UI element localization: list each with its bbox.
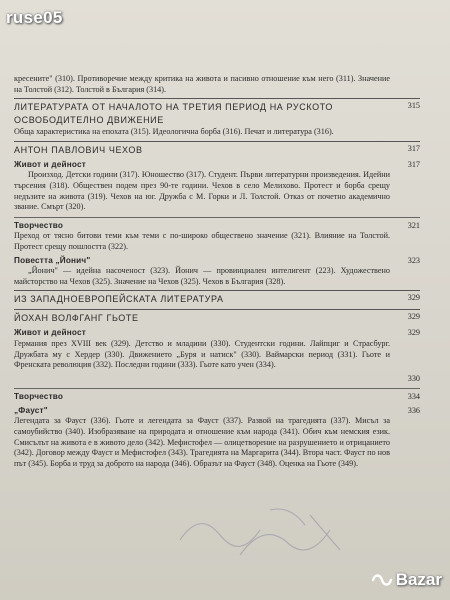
- toc-paragraph: Германия през XVIII век (329). Детство и младини (330). Студентски години. Лайпциг и Страсбург. Дружбата му с Хердер (330). Движението „Буря и натиск" (330). Ваймарски период (331). Гьоте и Френската революция (332). Последни години (333). Гьоте като учен (334).: [14, 338, 390, 370]
- section-heading: ЛИТЕРАТУРАТА ОТ НАЧАЛОТО НА ТРЕТИЯ ПЕРИОД НА РУСКОТО ОСВОБОДИТЕЛНО ДВИЖЕНИЕ: [14, 102, 333, 126]
- toc-paragraph: Легендата за Фауст (336). Гьоте и легендата за Фауст (337). Развой на трагедията (337). Мисъл за самоубийство (340). Изобразяване на природата и отношение към народа (341). Обич към немския език. Смисълът на живота е в живото дело (342). Мефистофел — олицетворение на разрушението и отрицанието (342). Договор между Фауст и Мефистофел (343). Трагедията на Маргарита (344). Втора част. Фауст по нов път (345). Борба и труд за доброто на народа (346). Образът на Фауст (348). Оценка на Гьоте (349).: [14, 416, 390, 468]
- toc-subsection: [14, 160, 420, 171]
- section-heading: ИЗ ЗАПАДНОЕВРОПЕЙСКАТА ЛИТЕРАТУРА: [14, 294, 224, 305]
- toc-paragraph: Преход от тясно битови теми към теми с по-широко обществено значение (321). Влияние на Толстой. Протест срещу пошлостта (322).: [14, 231, 390, 251]
- toc-subsection: [14, 256, 420, 267]
- section-heading: АНТОН ПАВЛОВИЧ ЧЕХОВ: [14, 144, 143, 155]
- bazar-logo-icon: [371, 572, 393, 588]
- toc-section: [14, 309, 420, 325]
- toc-section: [14, 141, 420, 157]
- watermark-bottom-text: Bazar: [395, 570, 442, 589]
- page-number: 336: [407, 405, 420, 415]
- subsection-heading: Живот и дейност: [14, 328, 86, 338]
- subsection-heading: Творчество: [14, 392, 64, 402]
- subsection-heading: Повестта „Йонич": [14, 255, 91, 265]
- pencil-scribble: [170, 500, 370, 570]
- page-number: 317: [407, 159, 420, 169]
- toc-paragraph: Произход. Детски години (317). Юношество (317). Студент. Първи литературни произведения. Идейни търсения (318). Обществен подем през 90-те години. Чехов в село Мелихово. Протест и борба срещу недъзите на живота (319). Чехов на юг. Дружба с М. Горки и Л. Толстой. Отказ от почетно академично звание. Смърт (320).: [14, 170, 390, 212]
- page-number: 329: [407, 328, 420, 338]
- page-number: 317: [407, 143, 420, 153]
- subsection-heading: Живот и дейност: [14, 159, 86, 169]
- toc-paragraph: „Йонич" — идейна насоченост (323). Йонич — провинциален интелигент (223). Художествено майсторство на Чехов (325). Значение на Чехов (325). Чехов в България (328).: [14, 266, 390, 286]
- subsection-heading: „Фауст": [14, 405, 48, 415]
- toc-subsection: [14, 392, 420, 403]
- table-of-contents: [14, 74, 420, 469]
- page-number: 330: [407, 373, 420, 383]
- page-number: 323: [407, 255, 420, 265]
- subsection-heading: Творчество: [14, 220, 64, 230]
- page-number: 334: [407, 392, 420, 402]
- toc-paragraph: кресените" (310). Противоречие между критика на живота и пасивно отношение към него (311). Значение на Толстой (312). Толстой в България (314).: [14, 74, 390, 94]
- toc-subsection: [14, 406, 420, 417]
- divider: [14, 388, 420, 389]
- page-number: 321: [407, 220, 420, 230]
- divider: [14, 217, 420, 218]
- toc-section: [14, 98, 420, 127]
- toc-section: [14, 290, 420, 306]
- toc-page-only: [14, 374, 420, 385]
- page-number: 329: [407, 293, 420, 303]
- section-heading: ЙОХАН ВОЛФГАНГ ГЬОТЕ: [14, 313, 139, 324]
- toc-subsection: [14, 328, 420, 339]
- toc-paragraph: Обща характеристика на епохата (315). Идеологична борба (316). Печат и литература (316).: [14, 127, 334, 137]
- page-number: 315: [407, 101, 420, 111]
- watermark-top: ruse05: [6, 8, 63, 27]
- toc-subsection: [14, 221, 420, 232]
- watermark-bottom: [371, 570, 442, 590]
- page-number: 329: [407, 312, 420, 322]
